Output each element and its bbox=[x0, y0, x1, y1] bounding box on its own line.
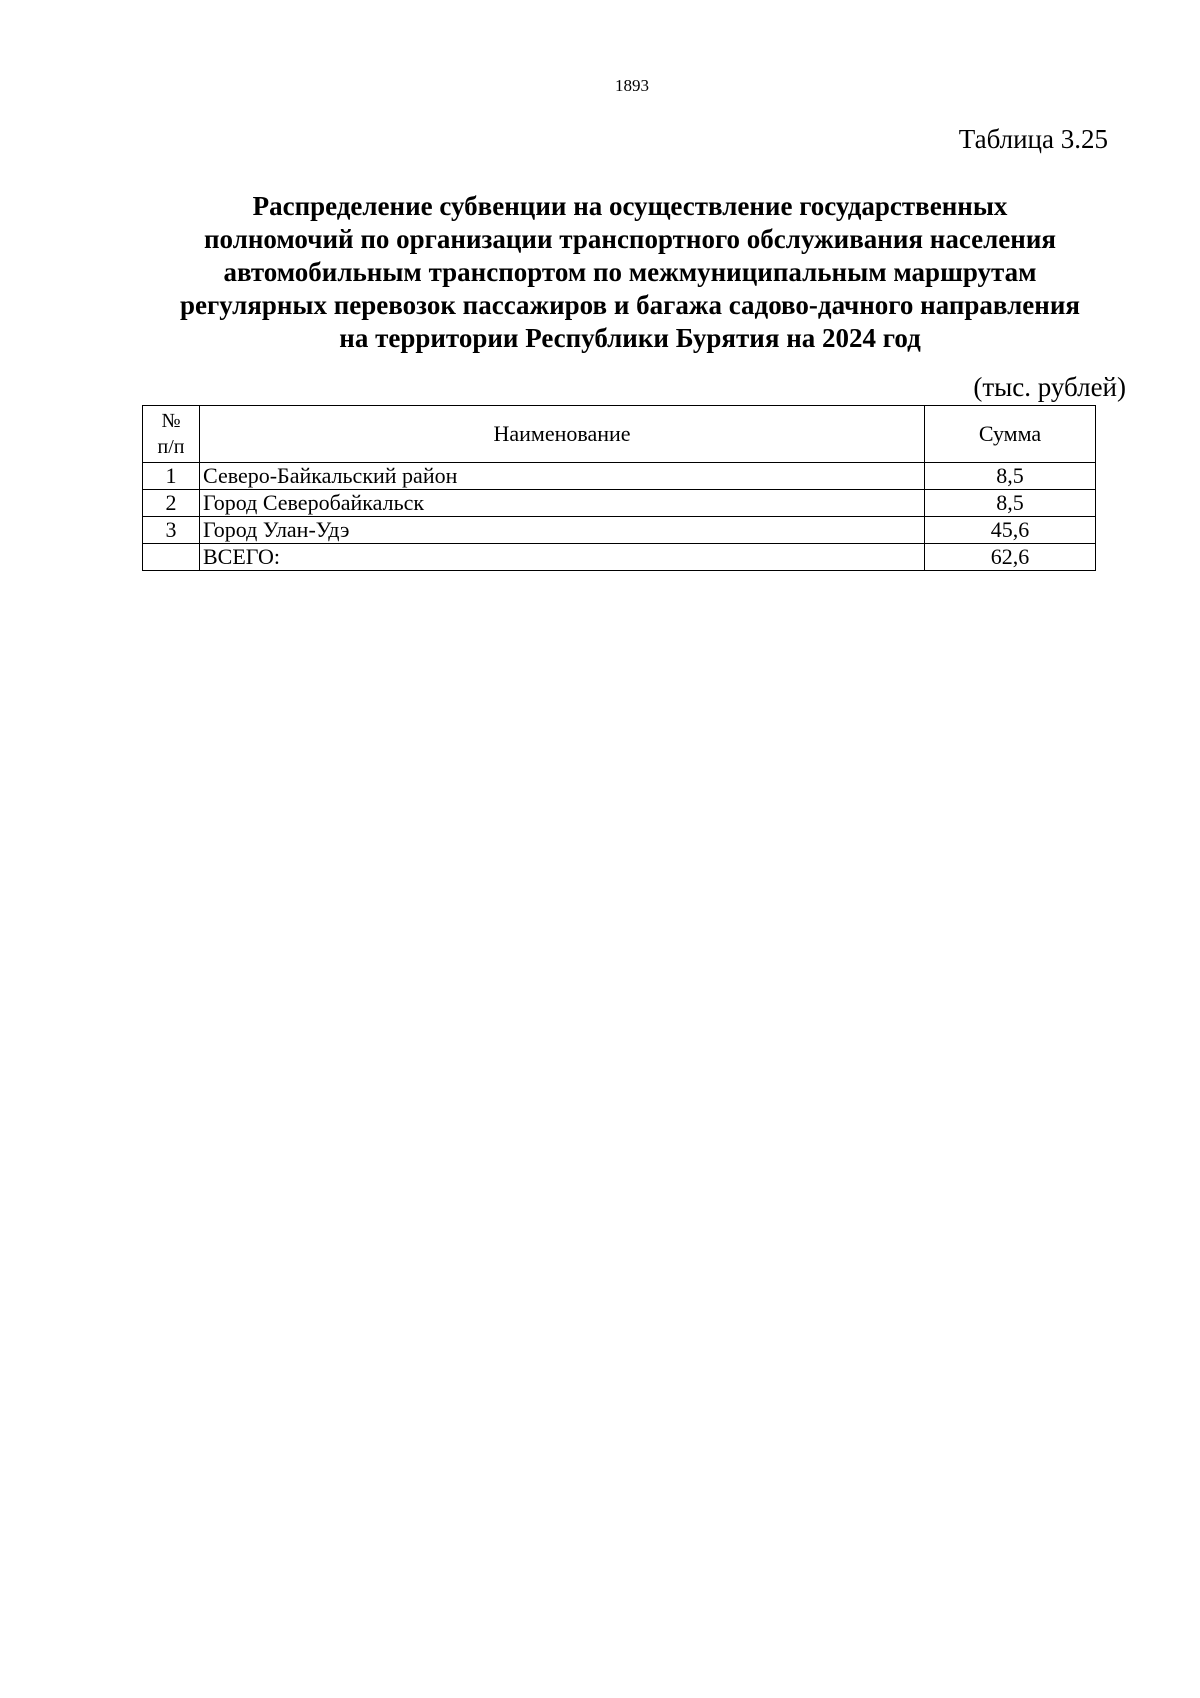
header-number-abbr: п/п bbox=[157, 436, 185, 458]
row-sum: 45,6 bbox=[925, 517, 1096, 544]
table-row bbox=[143, 490, 1096, 517]
row-number bbox=[143, 544, 200, 571]
title-line: Распределение субвенции на осуществление государственных bbox=[252, 191, 1008, 221]
page-number: 1893 bbox=[615, 76, 649, 95]
title-line: регулярных перевозок пассажиров и багажа садово-дачного направления bbox=[180, 290, 1080, 320]
table-row bbox=[143, 463, 1096, 490]
table-row-total bbox=[143, 544, 1096, 571]
table-label: Таблица 3.25 bbox=[958, 124, 1108, 154]
header-number bbox=[143, 406, 200, 463]
row-name-total: ВСЕГО: bbox=[200, 544, 925, 571]
header-sum: Сумма bbox=[925, 406, 1096, 463]
table-header-row bbox=[143, 406, 1096, 463]
units-label: (тыс. рублей) bbox=[973, 372, 1126, 402]
title-line: на территории Республики Бурятия на 2024 год bbox=[339, 323, 921, 353]
row-name: Северо-Байкальский район bbox=[200, 463, 925, 490]
title-line: автомобильным транспортом по межмуниципальным маршрутам bbox=[223, 257, 1037, 287]
header-name: Наименование bbox=[200, 406, 925, 463]
row-name: Город Северобайкальск bbox=[200, 490, 925, 517]
subvention-table bbox=[142, 405, 1096, 571]
row-number: 1 bbox=[143, 463, 200, 490]
row-name: Город Улан-Удэ bbox=[200, 517, 925, 544]
table-row bbox=[143, 517, 1096, 544]
row-sum: 8,5 bbox=[925, 490, 1096, 517]
title-line: полномочий по организации транспортного обслуживания населения bbox=[204, 224, 1056, 254]
row-sum-total: 62,6 bbox=[925, 544, 1096, 571]
row-sum: 8,5 bbox=[925, 463, 1096, 490]
row-number: 2 bbox=[143, 490, 200, 517]
row-number: 3 bbox=[143, 517, 200, 544]
header-number-symbol: № bbox=[161, 410, 181, 432]
document-title bbox=[130, 190, 1130, 355]
